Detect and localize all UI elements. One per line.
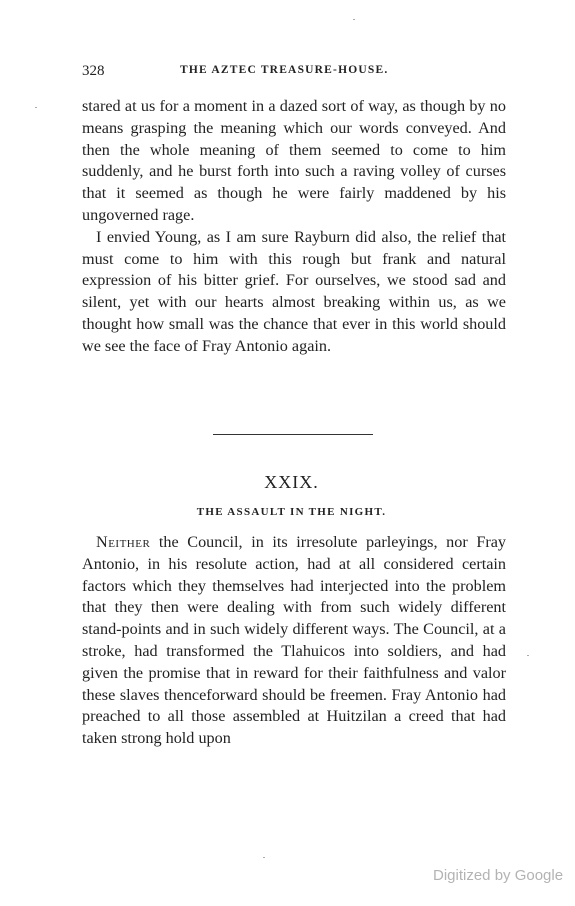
- running-head: THE AZTEC TREASURE-HOUSE.: [180, 64, 389, 76]
- paragraph: I envied Young, as I am sure Rayburn did also, the relief that must come to him with this rough but frank and natural expression of his bitter grief. For ourselves, we stood sad and silent, yet with our hearts almost breaking within us, as we thought how small was the chance that ever in this world should we see the face of Fray Antonio again.: [82, 227, 506, 355]
- chapter-opening-paragraph: [82, 532, 506, 750]
- body-text-upper: [82, 96, 506, 358]
- scan-speck: [263, 857, 265, 858]
- page-number: 328: [82, 63, 105, 79]
- body-text-lower: [82, 532, 506, 750]
- page-header: [82, 63, 506, 83]
- section-divider: [213, 434, 373, 435]
- digitized-watermark: Digitized by Google: [433, 867, 564, 884]
- lead-word: Neither: [96, 533, 151, 551]
- scan-speck: [527, 655, 529, 656]
- scan-speck: [35, 107, 37, 108]
- paragraph-continued: stared at us for a moment in a dazed sort of way, as though by no means grasping the meaning which our words conveyed. And then the whole meaning of them seemed to come to him suddenly, and he burst forth into such a raving volley of curses that it seemed as though he were fairly maddened by his ungoverned rage.: [82, 97, 506, 224]
- chapter-number: XXIX.: [264, 472, 319, 492]
- paragraph-text: the Council, in its irresolute parleyings, nor Fray Antonio, in his resolute action, had at all considered certain factors which they themselves had interjected into the problem that they then were dealing with from such widely different stand-points and in such widely different ways. The Council, at a stroke, had transformed the Tlahuicos into soldiers, and had given the promise that in reward for their faithfulness and valor these slaves thenceforward should be freemen. Fray Antonio had preached to all those assembled at Huitzilan a creed that had taken strong hold upon: [82, 533, 506, 748]
- scan-speck: [353, 19, 355, 20]
- chapter-title: THE ASSAULT IN THE NIGHT.: [196, 506, 387, 518]
